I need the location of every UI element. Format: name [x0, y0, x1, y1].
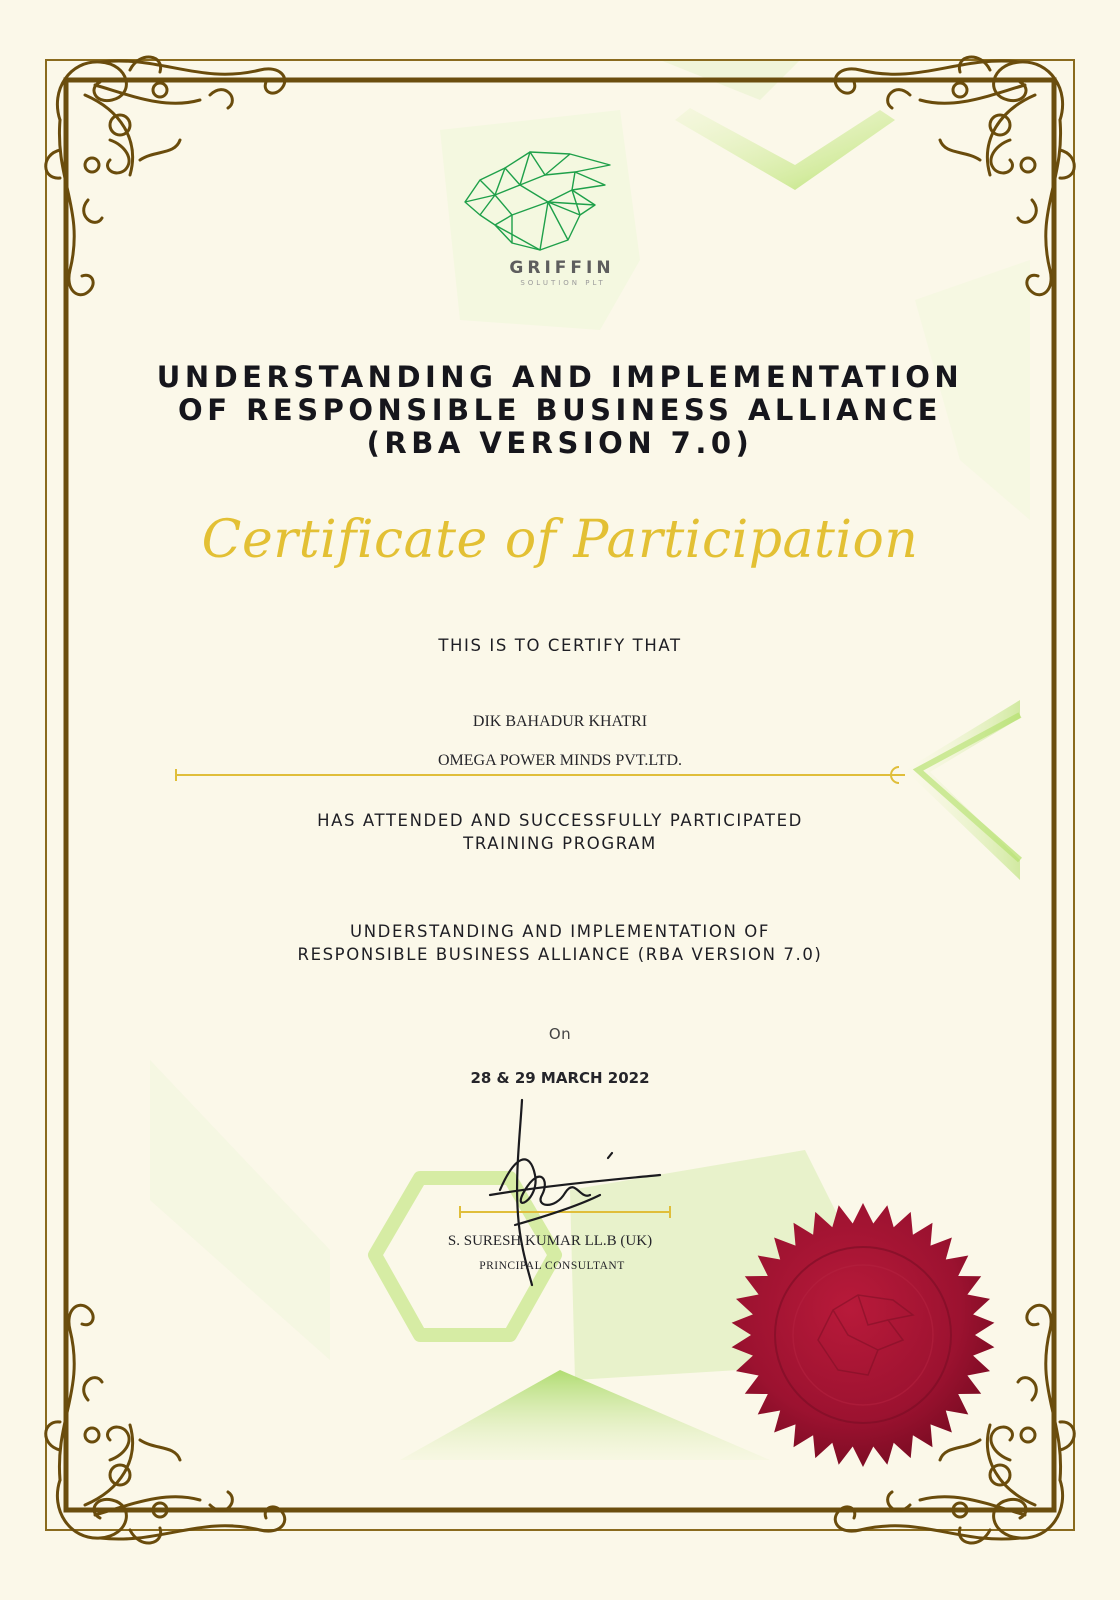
on-label: On: [548, 1025, 572, 1043]
logo-subtitle: SOLUTION PLT: [520, 279, 606, 287]
course-title-line3: (RBA VERSION 7.0): [366, 426, 754, 460]
signatory-title: PRINCIPAL CONSULTANT: [479, 1260, 625, 1272]
recipient-organization: OMEGA POWER MINDS PVT.LTD.: [437, 752, 682, 769]
program-line2: RESPONSIBLE BUSINESS ALLIANCE (RBA VERSION 7.0): [297, 945, 823, 964]
course-title-line2: OF RESPONSIBLE BUSINESS ALLIANCE: [178, 393, 942, 427]
signatory-name: S. SURESH KUMAR LL.B (UK): [447, 1233, 653, 1249]
griffin-logo-icon: [460, 140, 620, 255]
recipient-name: DIK BAHADUR KHATRI: [472, 713, 648, 730]
logo-name: GRIFFIN: [509, 258, 615, 278]
certificate-type-heading: Certificate of Participation: [201, 510, 919, 570]
program-date: 28 & 29 MARCH 2022: [470, 1069, 650, 1087]
attended-text-line1: HAS ATTENDED AND SUCCESSFULLY PARTICIPATED: [317, 811, 803, 830]
red-seal-icon: [728, 1200, 998, 1470]
course-title-line1: UNDERSTANDING AND IMPLEMENTATION: [156, 360, 964, 394]
program-line1: UNDERSTANDING AND IMPLEMENTATION OF: [350, 922, 770, 941]
certify-text: THIS IS TO CERTIFY THAT: [438, 636, 682, 655]
seal-serrated-edge: [732, 1203, 995, 1467]
attended-text-line2: TRAINING PROGRAM: [463, 834, 657, 853]
